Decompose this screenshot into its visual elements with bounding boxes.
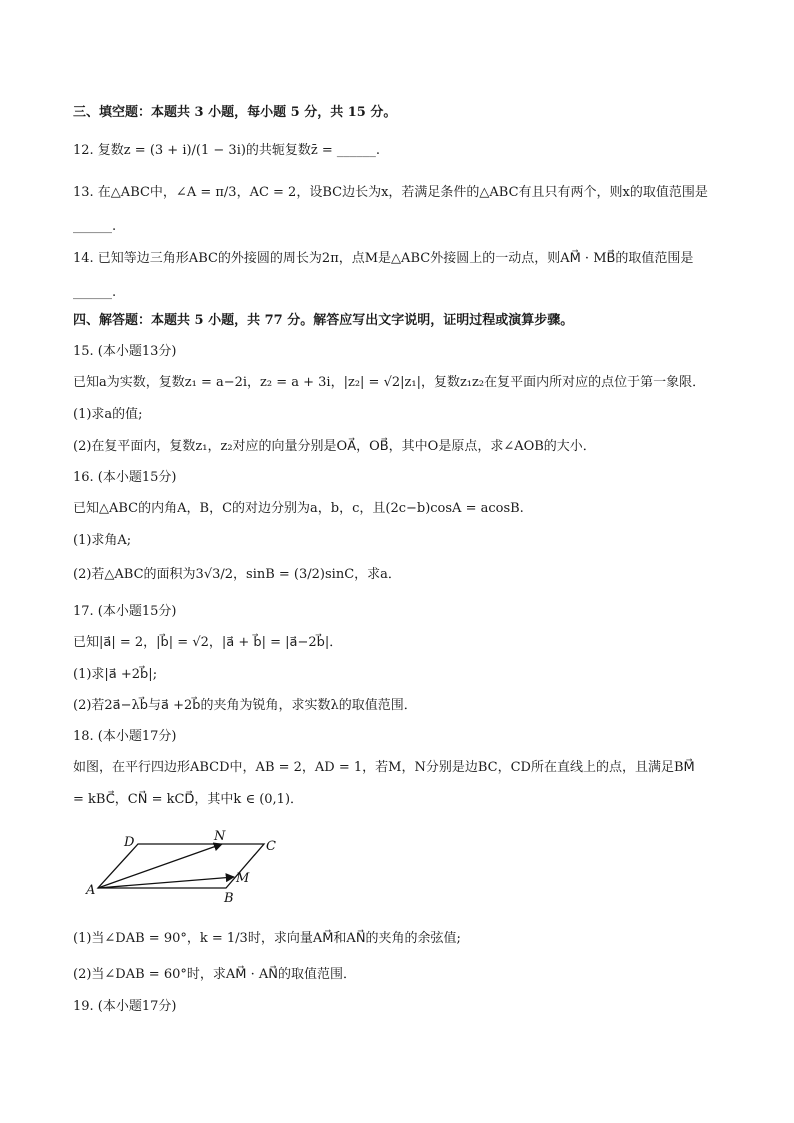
question-15-part2: (2)在复平面内，复数z₁，z₂对应的向量分别是OA⃗，OB⃗，其中O是原点，求∠AOB的大小． [73, 439, 596, 454]
question-18-stem-line1: 如图，在平行四边形ABCD中，AB = 2，AD = 1，若M，N分别是边BC，CD所在直线上的点，且满足BM⃗ [73, 760, 695, 775]
label-C: C [266, 839, 276, 854]
label-B: B [224, 891, 234, 906]
question-17-stem: 已知|a⃗| = 2，|b⃗| = √2，|a⃗ + b⃗| = |a⃗−2b⃗|． [73, 635, 343, 650]
question-16-part1: (1)求角A; [73, 533, 132, 548]
question-12: 12. 复数z = (3 + i)/(1 − 3i)的共轭复数z̄ = ______. [73, 143, 381, 158]
vector-AM [98, 877, 234, 888]
parallelogram-figure [86, 829, 286, 906]
label-N: N [214, 829, 226, 844]
question-15-stem: 已知a为实数，复数z₁ = a−2i，z₂ = a + 3i，|z₂| = √2|z₁|，复数z₁z₂在复平面内所对应的点位于第一象限． [73, 375, 706, 390]
question-17-part1: (1)求|a⃗ +2b⃗|; [73, 667, 158, 682]
question-13-answer-blank: ______. [73, 219, 117, 234]
question-14-line1: 14. 已知等边三角形ABC的外接圆的周长为2π，点M是△ABC外接圆上的一动点，则AM⃗ · MB⃗的取值范围是 [73, 251, 694, 266]
question-16-part2: (2)若△ABC的面积为3√3/2，sinB = (3/2)sinC，求a． [73, 567, 401, 582]
question-15-part1: (1)求a的值; [73, 407, 143, 422]
question-18-stem-line2: = kBC⃗，CN⃗ = kCD⃗，其中k ∈ (0,1)． [73, 792, 304, 807]
question-14-answer-blank: ______. [73, 285, 117, 300]
question-17-header: 17. (本小题15分) [73, 604, 177, 619]
parallelogram-diagram [86, 829, 286, 906]
label-A: A [86, 883, 96, 898]
section-answer-heading: 四、解答题：本题共 5 小题，共 77 分。解答应写出文字说明，证明过程或演算步骤。 [73, 313, 574, 328]
question-15-header: 15. (本小题13分) [73, 344, 177, 359]
question-18-part1: (1)当∠DAB = 90°，k = 1/3时，求向量AM⃗和AN⃗的夹角的余弦值; [73, 931, 461, 946]
question-13-line1: 13. 在△ABC中，∠A = π/3，AC = 2，设BC边长为x，若满足条件的△ABC有且只有两个，则x的取值范围是 [73, 185, 708, 200]
label-D: D [124, 835, 135, 850]
label-M: M [236, 871, 250, 886]
section-fill-in-heading: 三、填空题：本题共 3 小题，每小题 5 分，共 15 分。 [73, 105, 397, 120]
question-18-header: 18. (本小题17分) [73, 729, 177, 744]
vector-AN [98, 844, 222, 888]
question-18-part2: (2)当∠DAB = 60°时，求AM⃗ · AN⃗的取值范围． [73, 967, 356, 982]
question-19-header: 19. (本小题17分) [73, 999, 177, 1014]
question-16-header: 16. (本小题15分) [73, 470, 177, 485]
question-17-part2: (2)若2a⃗−λb⃗与a⃗ +2b⃗的夹角为锐角，求实数λ的取值范围． [73, 698, 417, 713]
question-16-stem: 已知△ABC的内角A，B，C的对边分别为a，b，c，且(2c−b)cosA = acosB. [73, 501, 524, 516]
